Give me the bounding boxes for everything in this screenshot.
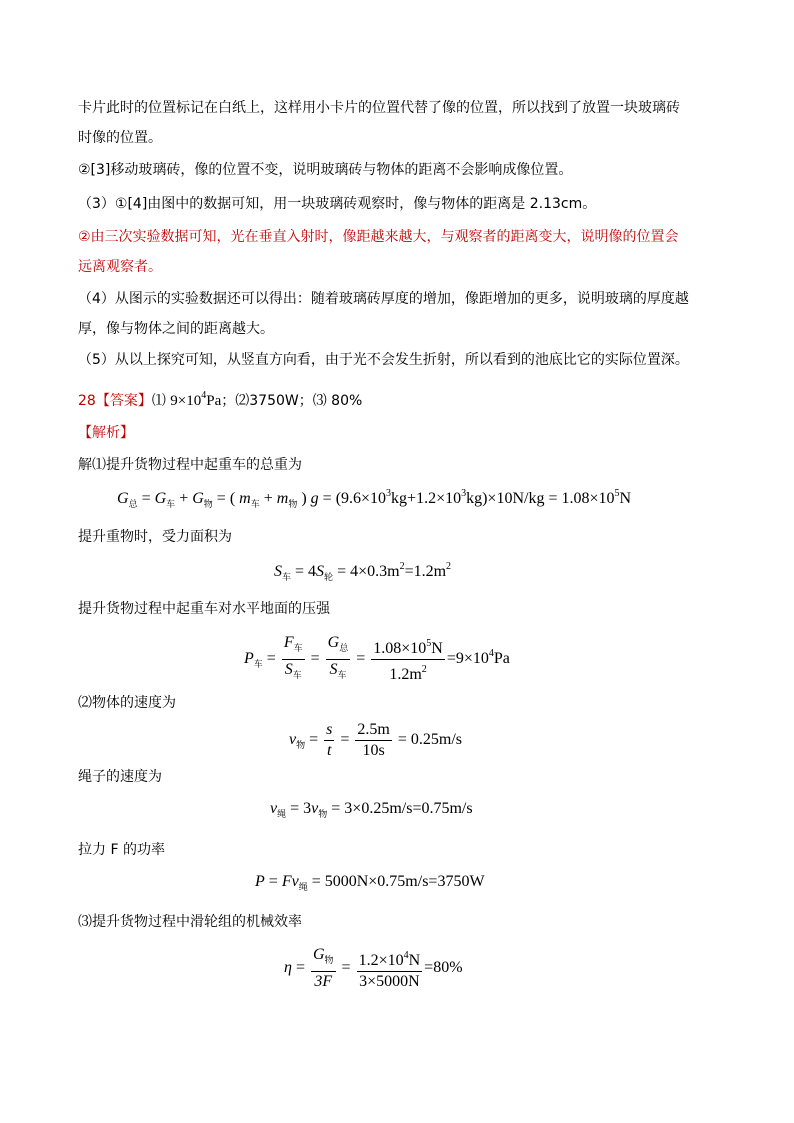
solution-line-6: 远离观察者。 xyxy=(78,259,162,275)
solution-line-5: ②由三次实验数据可知，光在垂直入射时，像距越来越大，与观察者的距离变大，说明像的位置会 xyxy=(78,229,679,245)
equation-total-weight: $G_总 = G_车 + G_物$ = ( $m_车 + m_物$ ) $g = (9.6\times 10^3kg+1.2\times 10^3kg)\times 10N/kg = 1.08\times 10^5N$ xyxy=(117,488,632,510)
analysis-text-1: 解⑴提升货物过程中起重车的总重为 xyxy=(78,457,302,473)
analysis-text-7: ⑶提升货物过程中滑轮组的机械效率 xyxy=(78,914,302,930)
answer-rest: ；⑵3750W；⑶ 80% xyxy=(221,393,363,409)
analysis-text-2: 提升重物时，受力面积为 xyxy=(78,529,232,545)
solution-line-3: ②[3]移动玻璃砖，像的位置不变，说明玻璃砖与物体的距离不会影响成像位置。 xyxy=(78,162,573,178)
analysis-text-3: 提升货物过程中起重车对水平地面的压强 xyxy=(78,601,330,617)
answer-part1-exp: 4 xyxy=(201,390,207,401)
equation-power: $P = Fv_绳 = 5000N\times 0.75m/s=3750W$ xyxy=(255,873,485,893)
solution-line-2: 时像的位置。 xyxy=(78,130,162,146)
analysis-text-6: 拉力 F 的功率 xyxy=(78,842,165,858)
equation-rope-speed: $v_绳 = 3v_物 = 3\times 0.25m/s=0.75m/s$ xyxy=(270,800,473,820)
answer-label: 28【答案】 xyxy=(78,393,152,409)
solution-line-8: 厚，像与物体之间的距离越大。 xyxy=(78,321,274,337)
answer-part1-unit: Pa xyxy=(206,393,222,409)
solution-line-9: （5）从以上探究可知，从竖直方向看，由于光不会发生折射，所以看到的池底比它的实际位置深。 xyxy=(78,352,689,368)
analysis-header: 【解析】 xyxy=(78,425,134,441)
solution-line-1: 卡片此时的位置标记在白纸上，这样用小卡片的位置代替了像的位置，所以找到了放置一块玻璃砖 xyxy=(78,100,680,116)
equation-efficiency: η = $\frac{G_物}{3F}$ = $\frac{1.2\times 10^4N}{3\times 5000N}$ =80% xyxy=(284,946,463,990)
equation-object-speed: $v_物$ = $\frac{s}{t}$ = $\frac{2.5m}{10s}$ = 0.25m/s xyxy=(289,721,463,759)
equation-contact-area: $S_车 = 4S_轮 = 4\times 0.3m^2=1.2m^2$ xyxy=(274,561,452,583)
answer-part1-prefix: ⑴ xyxy=(151,393,171,409)
solution-line-7: （4）从图示的实验数据还可以得出：随着玻璃砖厚度的增加，像距增加的更多，说明玻璃的厚度越 xyxy=(78,291,689,307)
analysis-text-5: 绳子的速度为 xyxy=(78,769,162,785)
answer-part1-value: 9×10 xyxy=(170,393,202,409)
answer-line xyxy=(78,386,362,411)
solution-line-4: （3）①[4]由图中的数据可知，用一块玻璃砖观察时，像与物体的距离是 2.13cm。 xyxy=(78,196,597,212)
equation-pressure: $P_车$ = $\frac{F_车}{S_车}$ = $\frac{G_总}{S_车}$ = $\frac{1.08\times 10^5N}{1.2m^2}$ $=9\times 10^4Pa$ xyxy=(244,633,510,686)
analysis-text-4: ⑵物体的速度为 xyxy=(78,695,176,711)
